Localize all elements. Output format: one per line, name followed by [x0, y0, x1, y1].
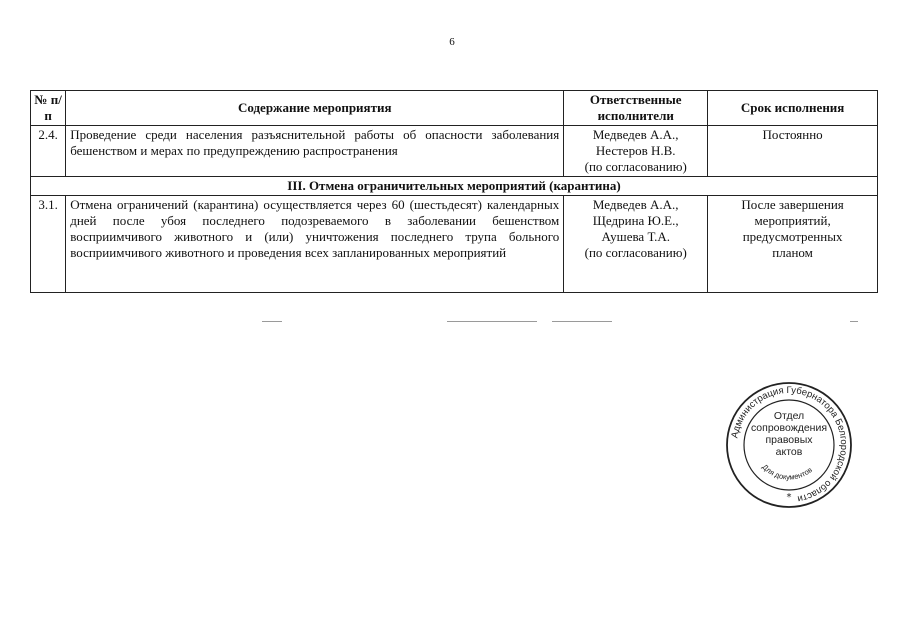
- section-row: [31, 177, 878, 196]
- row-number: 2.4.: [31, 126, 66, 177]
- deadline-line: предусмотренных: [742, 229, 843, 244]
- stamp-ring-text: Администрация Губернатора Белгородской области: [729, 384, 850, 505]
- deadline-line: планом: [772, 245, 813, 260]
- stamp-line: Отдел: [773, 410, 805, 422]
- scan-artifact-line: [552, 321, 612, 322]
- header-responsible: Ответственные исполнители: [564, 91, 708, 126]
- header-content: Содержание мероприятия: [66, 91, 564, 126]
- table-header-row: [31, 91, 878, 126]
- page-number: 6: [449, 36, 455, 48]
- responsible-line: Щедрина Ю.Е.,: [592, 213, 679, 228]
- scan-artifact-line: [850, 321, 858, 322]
- row-responsible: [564, 126, 708, 177]
- header-number: № п/п: [31, 91, 66, 126]
- row-content: Отмена ограничений (карантина) осуществляется через 60 (шестьдесят) календарных дней после убоя последнего подозреваемого в заболевании бешенством восприимчивого животного и (или) уничтожения последнего трупа больного восприимчивого животного и проведения всех запланированных мероприятий: [66, 196, 564, 293]
- row-responsible: [564, 196, 708, 293]
- responsible-line: Аушева Т.А.: [601, 229, 670, 244]
- section-title: III. Отмена ограничительных мероприятий (карантина): [31, 177, 878, 196]
- stamp-star: *: [786, 492, 792, 503]
- stamp-line: актов: [775, 446, 803, 458]
- responsible-line: (по согласованию): [584, 245, 687, 260]
- responsible-line: Медведев А.А.,: [592, 197, 679, 212]
- stamp-center-text: [748, 410, 830, 458]
- responsible-line: Медведев А.А.,: [592, 127, 679, 142]
- stamp-line: правовых: [765, 434, 813, 446]
- stamp-line: сопровождения: [750, 422, 828, 434]
- header-deadline: Срок исполнения: [708, 91, 878, 126]
- row-content: Проведение среди населения разъяснительной работы об опасности заболевания бешенством и мерах по предупреждению распространения: [66, 126, 564, 177]
- measures-table: [30, 90, 878, 293]
- deadline-line: мероприятий,: [754, 213, 831, 228]
- office-stamp: [724, 380, 854, 510]
- table-row: [31, 196, 878, 293]
- responsible-line: Нестеров Н.В.: [595, 143, 676, 158]
- responsible-line: (по согласованию): [584, 159, 687, 174]
- stamp-bottom-text: Для документов: [760, 462, 814, 482]
- scan-artifact-line: [447, 321, 537, 322]
- deadline-line: Постоянно: [762, 127, 823, 142]
- row-deadline: [708, 196, 878, 293]
- table-row: [31, 126, 878, 177]
- row-deadline: [708, 126, 878, 177]
- scan-artifact-line: [262, 321, 282, 322]
- deadline-line: После завершения: [741, 197, 844, 212]
- row-number: 3.1.: [31, 196, 66, 293]
